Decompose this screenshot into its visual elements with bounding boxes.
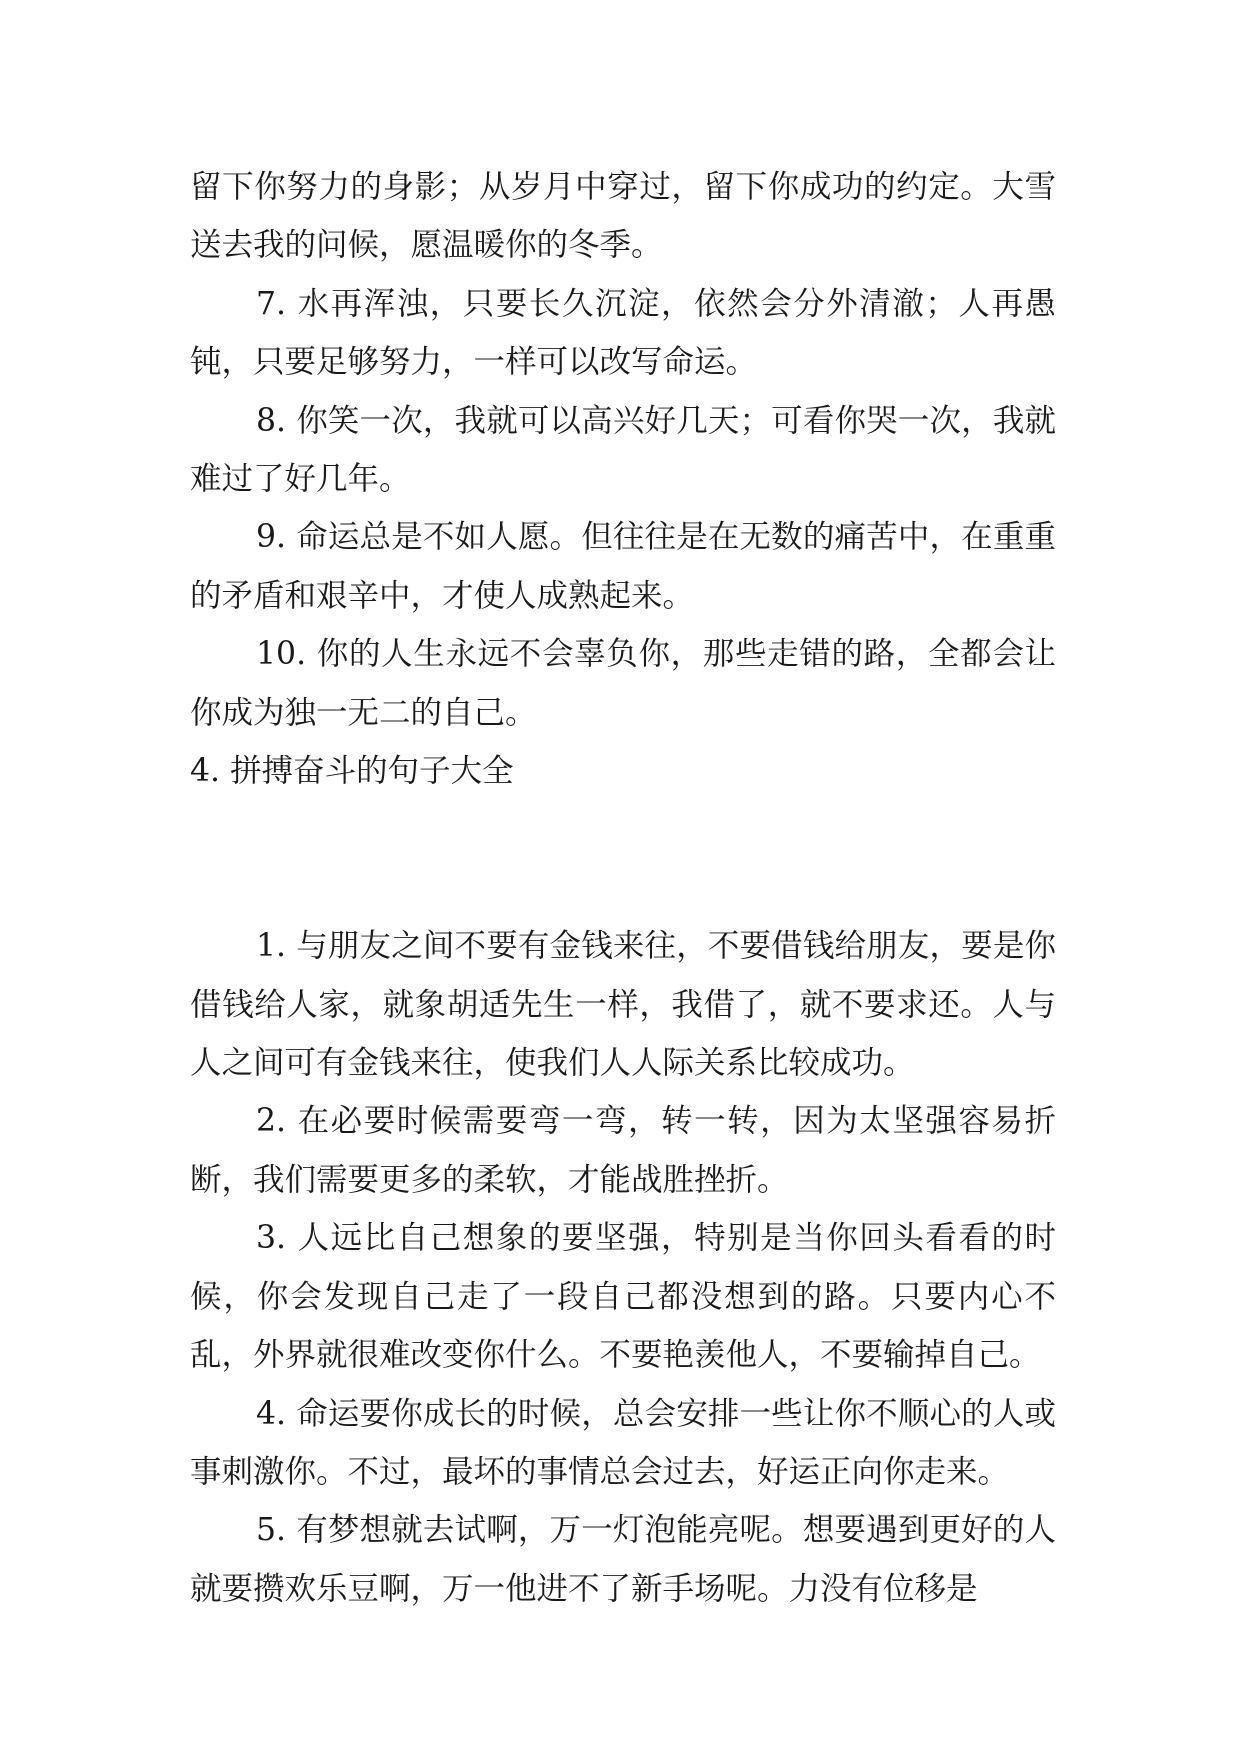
list-item-1: 1. 与朋友之间不要有金钱来往，不要借钱给朋友，要是你借钱给人家，就象胡适先生一样，我借了，就不要求还。人与人之间可有金钱来往，使我们人人际关系比较成功。 [190, 928, 1056, 1082]
list-item-2: 2. 在必要时候需要弯一弯，转一转，因为太坚强容易折断，我们需要更多的柔软，才能战胜挫折。 [190, 1103, 1056, 1198]
document-page [190, 158, 1056, 1618]
list-item-7: 7. 水再浑浊，只要长久沉淀，依然会分外清澈；人再愚钝，只要足够努力，一样可以改写命运。 [190, 285, 1056, 381]
intro-paragraph: 留下你努力的身影；从岁月中穿过，留下你成功的约定。大雪送去我的问候，愿温暖你的冬季。 [190, 169, 1056, 264]
section-spacer [190, 800, 1056, 917]
list-item-9: 9. 命运总是不如人愿。但往往是在无数的痛苦中，在重重的矛盾和艰辛中，才使人成熟起来。 [190, 519, 1056, 614]
list-item-5: 5. 有梦想就去试啊，万一灯泡能亮呢。想要遇到更好的人就要攒欢乐豆啊，万一他进不了新手场呢。力没有位移是 [190, 1512, 1056, 1607]
list-item-10: 10. 你的人生永远不会辜负你，那些走错的路，全都会让你成为独一无二的自己。 [190, 636, 1056, 731]
list-item-3: 3. 人远比自己想象的要坚强，特别是当你回头看看的时候，你会发现自己走了一段自己都没想到的路。只要内心不乱，外界就很难改变你什么。不要艳羡他人，不要输掉自己。 [190, 1220, 1056, 1374]
list-item-8: 8. 你笑一次，我就可以高兴好几天；可看你哭一次，我就难过了好几年。 [190, 402, 1056, 498]
list-item-4: 4. 命运要你成长的时候，总会安排一些让你不顺心的人或事刺激你。不过，最坏的事情总会过去，好运正向你走来。 [190, 1395, 1056, 1490]
section-heading: 4. 拼搏奋斗的句子大全 [190, 753, 514, 790]
